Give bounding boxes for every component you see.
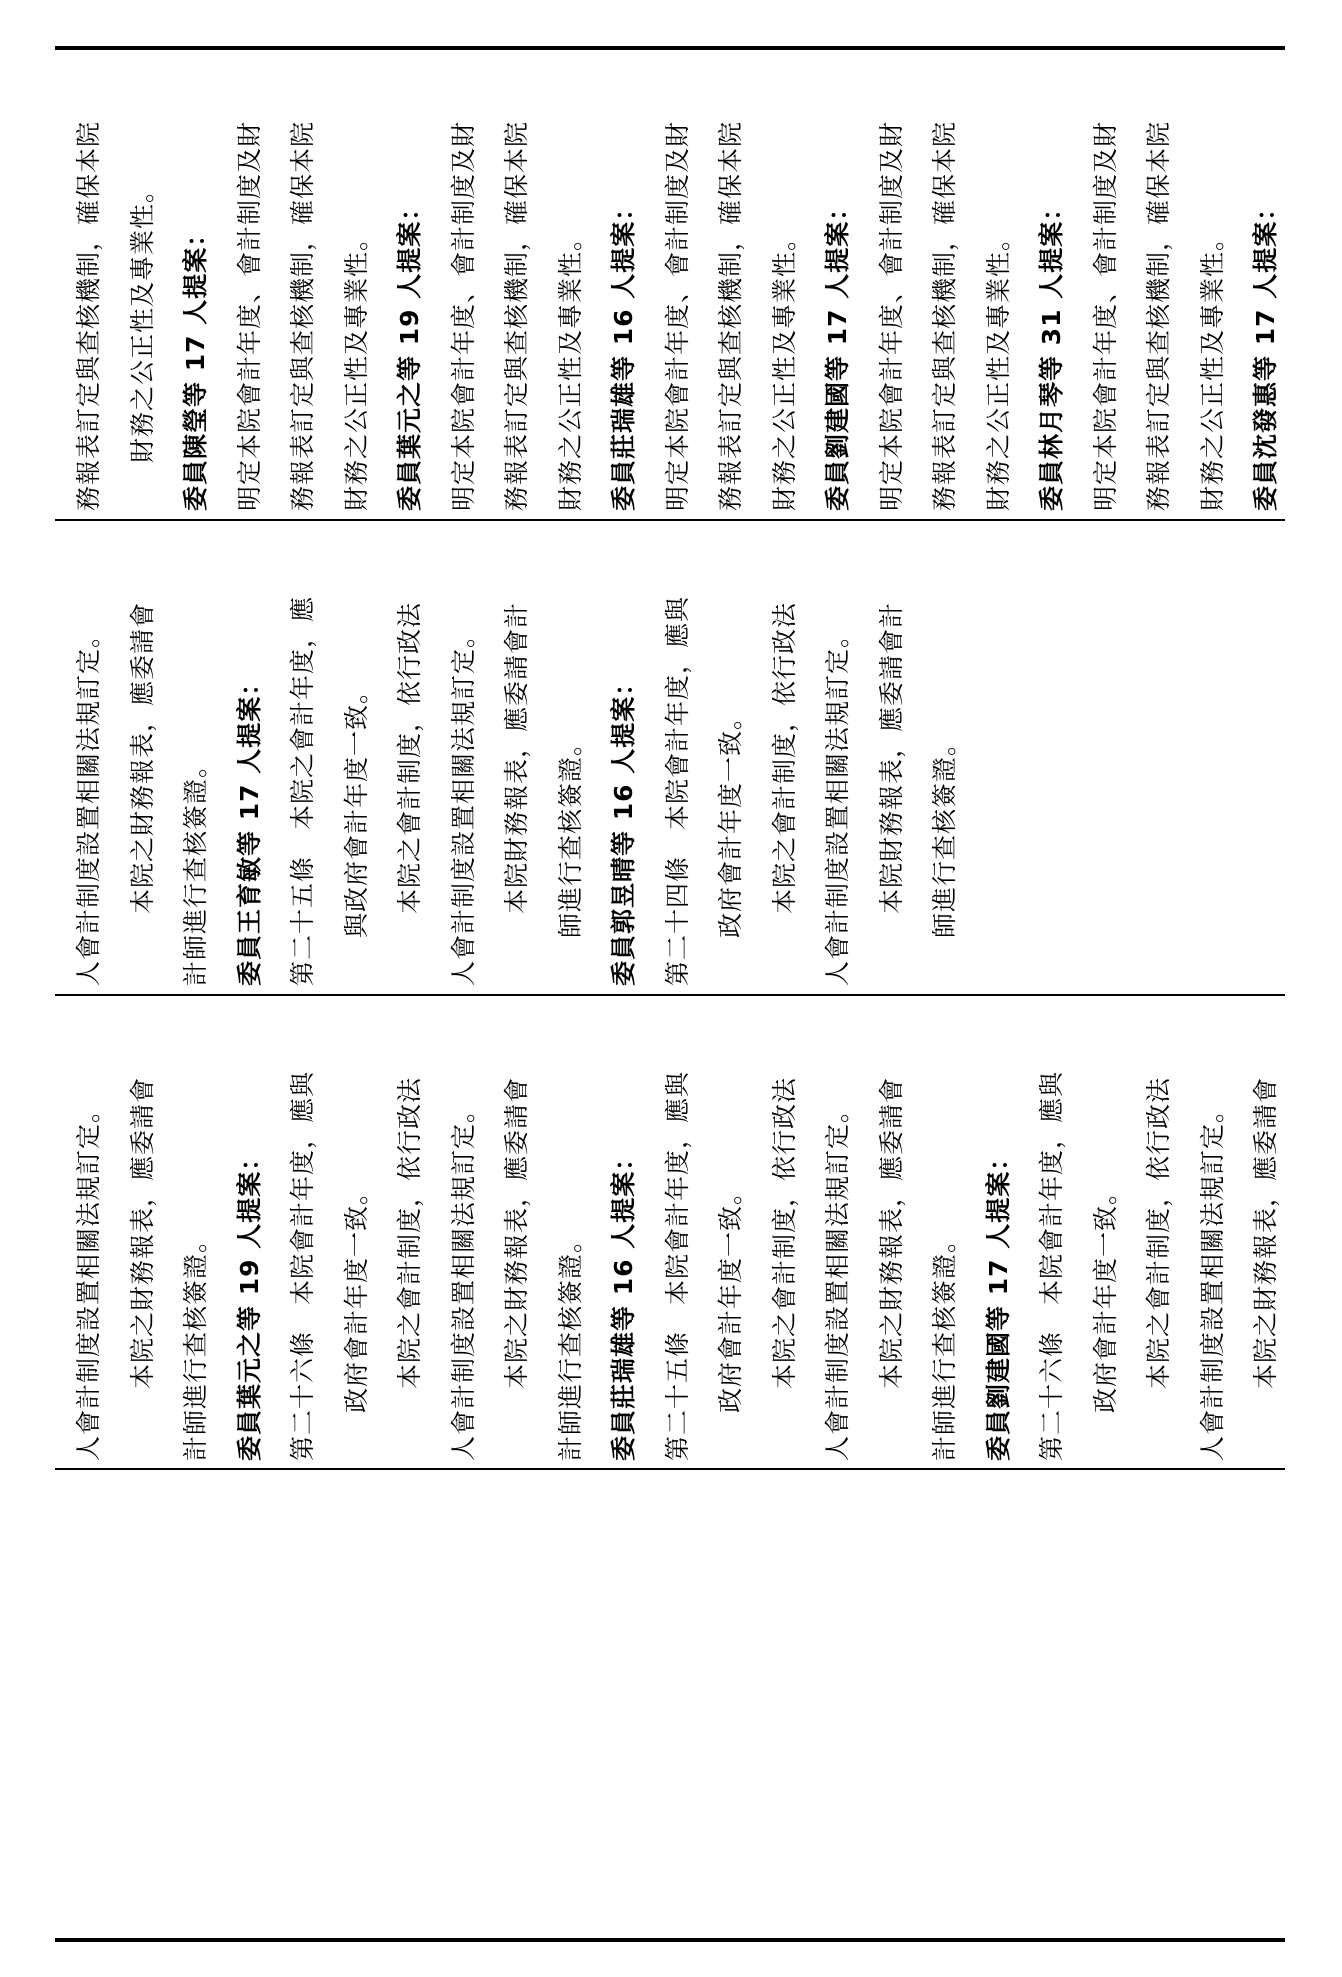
text-line: 第二十四條 本院會計年度，應與 [662, 595, 692, 986]
text-line: 本院之會計制度，依行政法 [769, 1076, 799, 1389]
text-line: 明定本院會計年度、會計制度及財 [234, 120, 264, 511]
text-line: 人會計制度設置相關法規訂定。 [74, 1096, 103, 1461]
text-line: 第二十五條 本院之會計年度，應 [288, 595, 317, 986]
proposer-heading: 委員葉元之等 19 人提案： [395, 194, 424, 511]
table-bottom-rule [55, 1468, 1285, 1470]
text-line: 務報表訂定與查核機制，確保本院 [716, 120, 745, 511]
text-line: 人會計制度設置相關法規訂定。 [823, 1096, 852, 1461]
text-line: 師進行查核簽證。 [555, 729, 585, 938]
text-line: 計師進行查核簽證。 [181, 751, 210, 986]
text-line: 明定本院會計年度、會計制度及財 [1090, 120, 1120, 511]
text-line: 政府會計年度一致。 [1090, 1178, 1120, 1413]
text-line: 明定本院會計年度、會計制度及財 [876, 120, 906, 511]
text-line: 人會計制度設置相關法規訂定。 [448, 621, 478, 986]
text-line: 明定本院會計年度、會計制度及財 [448, 120, 478, 511]
text-line: 財務之公正性及專業性。 [1197, 224, 1227, 511]
proposer-heading: 委員王育敏等 17 人提案： [234, 669, 264, 986]
text-line: 第二十六條 本院會計年度，應與 [1037, 1070, 1066, 1461]
text-line: 計師進行查核簽證。 [555, 1226, 585, 1461]
text-line: 本院財務報表，應委請會計 [876, 601, 906, 914]
text-line: 師進行查核簽證。 [930, 729, 959, 938]
text-line: 務報表訂定與查核機制，確保本院 [74, 120, 103, 511]
text-line: 本院之會計制度，依行政法 [395, 601, 424, 914]
proposer-heading: 委員莊瑞雄等 16 人提案： [609, 194, 638, 511]
text-line: 務報表訂定與查核機制，確保本院 [930, 120, 959, 511]
text-line: 人會計制度設置相關法規訂定。 [823, 621, 852, 986]
proposer-heading: 委員劉建國等 17 人提案： [823, 194, 852, 511]
text-line: 與政府會計年度一致。 [341, 677, 371, 938]
text-line: 財務之公正性及專業性。 [769, 224, 799, 511]
text-line: 本院之財務報表，應委請會 [502, 1076, 531, 1389]
text-line: 財務之公正性及專業性。 [341, 224, 371, 511]
text-line: 務報表訂定與查核機制，確保本院 [1144, 120, 1173, 511]
text-line: 人會計制度設置相關法規訂定。 [1197, 1096, 1227, 1461]
text-line: 務報表訂定與查核機制，確保本院 [288, 120, 317, 511]
text-line: 計師進行查核簽證。 [181, 1226, 210, 1461]
text-line: 明定本院會計年度、會計制度及財 [662, 120, 692, 511]
text-line: 本院之財務報表，應委請會 [1251, 1076, 1280, 1389]
text-line: 第二十六條 本院會計年度，應與 [288, 1070, 317, 1461]
text-line: 政府會計年度一致。 [716, 703, 745, 938]
text-line: 本院之會計制度，依行政法 [769, 601, 799, 914]
proposer-heading: 委員莊瑞雄等 16 人提案： [609, 1144, 638, 1461]
text-line: 財務之公正性及專業性。 [127, 176, 157, 463]
text-line: 本院之財務報表，應委請會 [127, 601, 157, 914]
text-line: 務報表訂定與查核機制，確保本院 [502, 120, 531, 511]
column-separator-right [55, 519, 1285, 521]
text-line: 政府會計年度一致。 [716, 1178, 745, 1413]
text-line: 財務之公正性及專業性。 [983, 224, 1013, 511]
column-separator-left [55, 994, 1285, 996]
text-line: 人會計制度設置相關法規訂定。 [448, 1096, 478, 1461]
text-line: 人會計制度設置相關法規訂定。 [74, 621, 103, 986]
text-line: 計師進行查核簽證。 [930, 1226, 959, 1461]
text-line: 第二十五條 本院會計年度，應與 [662, 1070, 692, 1461]
column-proposed-text-left [62, 1006, 1280, 1461]
text-line: 本院財務報表，應委請會計 [502, 601, 531, 914]
column-proposed-text-middle [62, 531, 1280, 986]
text-line: 財務之公正性及專業性。 [555, 224, 585, 511]
text-line: 本院之會計制度，依行政法 [1144, 1076, 1173, 1389]
column-explanation [62, 56, 1280, 511]
page-bottom-rule [55, 1938, 1285, 1942]
text-line: 政府會計年度一致。 [341, 1178, 371, 1413]
proposer-heading: 委員林月琴等 31 人提案： [1037, 194, 1066, 511]
text-line: 本院之財務報表，應委請會 [127, 1076, 157, 1389]
proposer-heading: 委員郭昱晴等 16 人提案： [609, 669, 638, 986]
proposer-heading: 委員葉元之等 19 人提案： [234, 1144, 264, 1461]
text-line: 本院之財務報表，應委請會 [876, 1076, 906, 1389]
proposer-heading: 委員沈發惠等 17 人提案： [1251, 194, 1280, 511]
top-rule [55, 46, 1285, 50]
text-line: 本院之會計制度，依行政法 [395, 1076, 424, 1389]
proposer-heading: 委員劉建國等 17 人提案： [983, 1144, 1013, 1461]
proposer-heading: 委員陳瑩等 17 人提案： [181, 220, 210, 511]
